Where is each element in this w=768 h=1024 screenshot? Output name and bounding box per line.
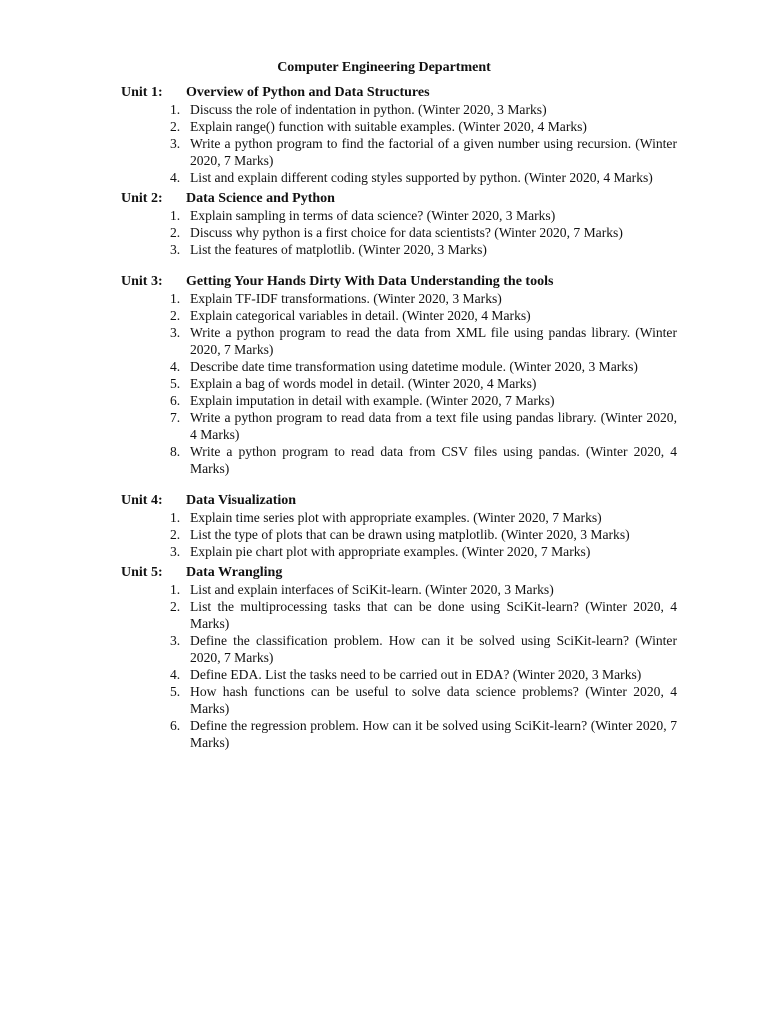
question-text: Define EDA. List the tasks need to be carried out in EDA? (Winter 2020, 3 Marks): [190, 667, 642, 682]
question-number: 1.: [170, 510, 181, 525]
question-text: List the type of plots that can be drawn using matplotlib. (Winter 2020, 3 Marks): [190, 527, 630, 542]
question-number: 3.: [170, 633, 181, 648]
question-item: [121, 290, 677, 307]
unit-5: [121, 564, 677, 751]
unit-heading: [121, 564, 677, 581]
unit-heading: [121, 273, 677, 290]
question-item: [121, 543, 677, 560]
question-text: List and explain different coding styles supported by python. (Winter 2020, 4 Marks): [190, 170, 653, 185]
question-item: [121, 358, 677, 375]
question-list: [121, 581, 677, 751]
question-number: 2.: [170, 527, 181, 542]
question-list: [121, 509, 677, 560]
unit-2: [121, 190, 677, 258]
question-text: How hash functions can be useful to solve data science problems? (Winter 2020, 4 Marks): [190, 684, 677, 716]
question-text: Discuss the role of indentation in python. (Winter 2020, 3 Marks): [190, 102, 547, 117]
question-number: 2.: [170, 599, 181, 614]
question-item: [121, 526, 677, 543]
question-item: [121, 509, 677, 526]
question-text: Define the classification problem. How can it be solved using SciKit-learn? (Winter 2020, 7 Marks): [190, 633, 677, 665]
question-number: 3.: [170, 242, 181, 257]
unit-title: Data Science and Python: [186, 191, 335, 206]
question-item: [121, 224, 677, 241]
question-item: [121, 392, 677, 409]
question-number: 2.: [170, 225, 181, 240]
question-list: [121, 207, 677, 258]
question-text: Discuss why python is a first choice for data scientists? (Winter 2020, 7 Marks): [190, 225, 623, 240]
question-item: [121, 169, 677, 186]
question-item: [121, 717, 677, 751]
question-number: 1.: [170, 582, 181, 597]
unit-label: Unit 1:: [121, 85, 163, 100]
question-list: [121, 290, 677, 477]
unit-label: Unit 2:: [121, 191, 163, 206]
question-item: [121, 598, 677, 632]
unit-heading: [121, 190, 677, 207]
unit-4: [121, 492, 677, 560]
question-text: List the features of matplotlib. (Winter 2020, 3 Marks): [190, 242, 487, 257]
question-text: Explain pie chart plot with appropriate examples. (Winter 2020, 7 Marks): [190, 544, 591, 559]
question-item: [121, 375, 677, 392]
question-text: Write a python program to find the factorial of a given number using recursion. (Winter 2020, 7 Marks): [190, 136, 677, 168]
question-text: Describe date time transformation using datetime module. (Winter 2020, 3 Marks): [190, 359, 638, 374]
question-number: 3.: [170, 136, 181, 151]
unit-label: Unit 4:: [121, 493, 163, 508]
question-item: [121, 581, 677, 598]
question-number: 7.: [170, 410, 181, 425]
question-item: [121, 632, 677, 666]
question-item: [121, 135, 677, 169]
unit-heading: [121, 84, 677, 101]
question-number: 4.: [170, 667, 181, 682]
question-item: [121, 666, 677, 683]
question-text: Write a python program to read data from a text file using pandas library. (Winter 2020, 4 Marks): [190, 410, 677, 442]
question-number: 1.: [170, 291, 181, 306]
question-item: [121, 324, 677, 358]
question-number: 2.: [170, 119, 181, 134]
question-number: 8.: [170, 444, 181, 459]
question-number: 4.: [170, 170, 181, 185]
question-item: [121, 683, 677, 717]
unit-1: [121, 84, 677, 186]
question-text: Explain imputation in detail with example. (Winter 2020, 7 Marks): [190, 393, 555, 408]
unit-label: Unit 5:: [121, 565, 163, 580]
question-text: Explain TF-IDF transformations. (Winter 2020, 3 Marks): [190, 291, 502, 306]
document-title: Computer Engineering Department: [277, 60, 491, 75]
question-item: [121, 101, 677, 118]
question-text: Explain time series plot with appropriate examples. (Winter 2020, 7 Marks): [190, 510, 602, 525]
question-number: 3.: [170, 544, 181, 559]
question-text: List the multiprocessing tasks that can be done using SciKit-learn? (Winter 2020, 4 Marks): [190, 599, 677, 631]
question-number: 2.: [170, 308, 181, 323]
question-text: Write a python program to read data from CSV files using pandas. (Winter 2020, 4 Marks): [190, 444, 677, 476]
unit-title: Data Visualization: [186, 493, 297, 508]
unit-heading: [121, 492, 677, 509]
question-item: [121, 409, 677, 443]
question-item: [121, 241, 677, 258]
question-number: 3.: [170, 325, 181, 340]
question-number: 6.: [170, 393, 181, 408]
question-text: Explain sampling in terms of data science? (Winter 2020, 3 Marks): [190, 208, 556, 223]
question-number: 1.: [170, 208, 181, 223]
unit-title: Data Wrangling: [186, 565, 283, 580]
question-item: [121, 443, 677, 477]
question-number: 5.: [170, 684, 181, 699]
units-container: [121, 84, 677, 755]
question-number: 1.: [170, 102, 181, 117]
unit-label: Unit 3:: [121, 274, 163, 289]
question-text: Write a python program to read the data from XML file using pandas library. (Winter 2020, 7 Marks): [190, 325, 677, 357]
question-text: List and explain interfaces of SciKit-learn. (Winter 2020, 3 Marks): [190, 582, 554, 597]
question-text: Explain range() function with suitable examples. (Winter 2020, 4 Marks): [190, 119, 587, 134]
question-list: [121, 101, 677, 186]
question-number: 4.: [170, 359, 181, 374]
question-text: Explain a bag of words model in detail. (Winter 2020, 4 Marks): [190, 376, 537, 391]
question-number: 6.: [170, 718, 181, 733]
unit-title: Getting Your Hands Dirty With Data Understanding the tools: [186, 274, 554, 289]
unit-3: [121, 273, 677, 477]
question-item: [121, 118, 677, 135]
question-item: [121, 207, 677, 224]
question-text: Define the regression problem. How can it be solved using SciKit-learn? (Winter 2020, 7 Marks): [190, 718, 677, 750]
question-item: [121, 307, 677, 324]
question-number: 5.: [170, 376, 181, 391]
question-text: Explain categorical variables in detail. (Winter 2020, 4 Marks): [190, 308, 531, 323]
unit-title: Overview of Python and Data Structures: [186, 85, 430, 100]
